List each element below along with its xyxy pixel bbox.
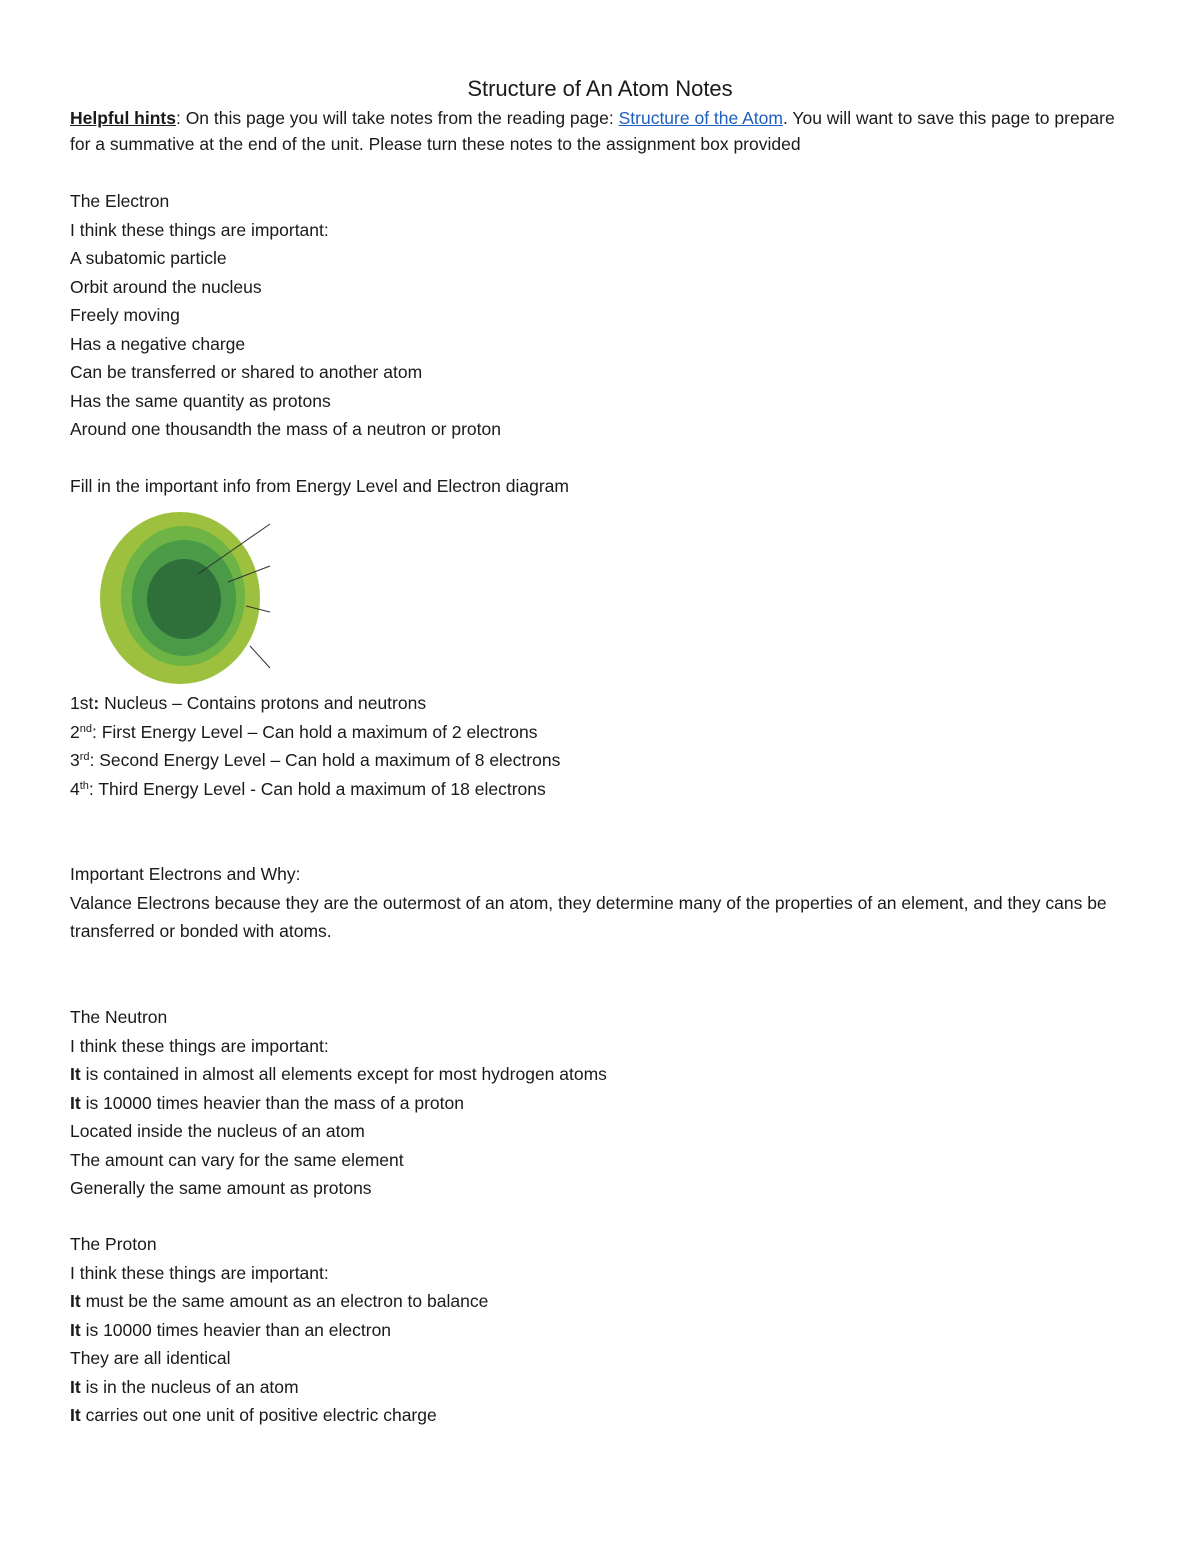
electron-section (70, 187, 1130, 444)
list-item: Has the same quantity as protons (70, 390, 331, 411)
list-item: Orbit around the nucleus (70, 276, 262, 297)
nucleus (147, 559, 221, 639)
list-item: It is 10000 times heavier than the mass of a proton (70, 1092, 464, 1113)
neutron-heading: The Neutron (70, 1007, 168, 1027)
energy-levels-list (70, 689, 1130, 803)
atom-energy-level-diagram (96, 506, 276, 684)
list-item: Freely moving (70, 305, 180, 325)
proton-section (70, 1230, 1130, 1430)
list-item: Generally the same amount as protons (70, 1178, 372, 1198)
pointer-line-third-level (250, 646, 270, 668)
hints-text-after: . You will want to save this page to prepare for a summative at the end of the unit. Please turn these notes to the assignment box provided (70, 108, 1115, 154)
list-item: It carries out one unit of positive electric charge (70, 1405, 437, 1425)
list-item: Around one thousandth the mass of a neutron or proton (70, 419, 501, 439)
important-electrons-heading: Important Electrons and Why: (70, 864, 301, 884)
energy-level-3: 3rd: Second Energy Level – Can hold a maximum of 8 electrons (70, 750, 561, 770)
list-item: Can be transferred or shared to another atom (70, 362, 423, 382)
hints-lead: Helpful hints (70, 108, 176, 128)
proton-heading: The Proton (70, 1234, 157, 1254)
structure-of-atom-link[interactable]: Structure of the Atom (618, 108, 783, 128)
list-item: It must be the same amount as an electron to balance (70, 1291, 489, 1311)
list-item: It is in the nucleus of an atom (70, 1376, 299, 1397)
proton-important-label: I think these things are important: (70, 1262, 329, 1283)
important-electrons-section (70, 860, 1130, 946)
electron-heading: The Electron (70, 191, 170, 211)
energy-level-4: 4th: Third Energy Level - Can hold a maximum of 18 electrons (70, 778, 546, 799)
energy-level-1: 1st: Nucleus – Contains protons and neutrons (70, 693, 427, 713)
list-item: It is contained in almost all elements except for most hydrogen atoms (70, 1064, 607, 1084)
list-item: They are all identical (70, 1348, 231, 1368)
diagram-prompt: Fill in the important info from Energy Level and Electron diagram (70, 476, 569, 496)
list-item: Located inside the nucleus of an atom (70, 1121, 365, 1141)
list-item: A subatomic particle (70, 248, 227, 268)
neutron-important-label: I think these things are important: (70, 1035, 329, 1056)
list-item: It is 10000 times heavier than an electron (70, 1319, 392, 1340)
hints-text-before: : On this page you will take notes from the reading page: (175, 108, 619, 128)
page-title: Structure of An Atom Notes (467, 76, 733, 101)
energy-level-2: 2nd: First Energy Level – Can hold a maximum of 2 electrons (70, 721, 538, 742)
electron-important-label: I think these things are important: (70, 219, 329, 240)
important-electrons-text: Valance Electrons because they are the outermost of an atom, they determine many of the properties of an element, and they cans be transferred or bonded with atoms. (70, 892, 1107, 941)
helpful-hints (70, 105, 1130, 157)
list-item: The amount can vary for the same element (70, 1149, 404, 1170)
diagram-prompt-block (70, 472, 1130, 501)
neutron-section (70, 1003, 1130, 1203)
list-item: Has a negative charge (70, 333, 246, 354)
